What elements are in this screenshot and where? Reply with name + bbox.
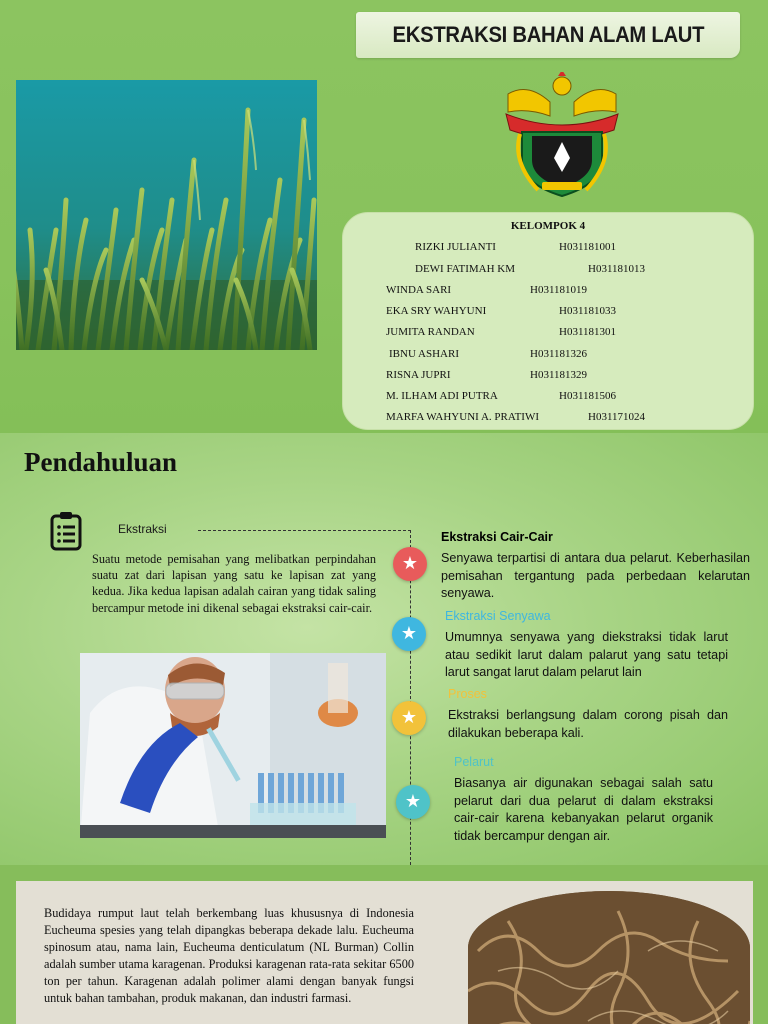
step-title-cair-cair: Ekstraksi Cair-Cair — [441, 530, 553, 544]
page-title: EKSTRAKSI BAHAN ALAM LAUT — [392, 22, 704, 47]
member-id: H031181019 — [530, 284, 588, 296]
member-name: MARFA WAHYUNI A. PRATIWI — [386, 411, 539, 423]
step-title-pelarut: Pelarut — [454, 755, 494, 769]
star-icon: ★ — [393, 547, 427, 581]
member-id: H031181326 — [530, 348, 588, 360]
step-title-senyawa: Ekstraksi Senyawa — [445, 609, 551, 623]
star-icon: ★ — [396, 785, 430, 819]
cover-section — [0, 0, 768, 433]
member-id: H031171024 — [588, 411, 646, 423]
member-id: H031181329 — [530, 369, 588, 381]
group-label: KELOMPOK 4 — [510, 220, 586, 232]
dashed-connector — [198, 530, 411, 531]
dried-seaweed-photo — [468, 891, 750, 1024]
budidaya-paragraph: Budidaya rumput laut telah berkembang luas khususnya di Indonesia Eucheuma spesies yang telah dipangkas beberapa dekade lalu. Eucheuma spinosum atau, nama lain, Eucheuma denticulatum (NL Burman) Collin adalah sumber utama karagenan. Produksi karagenan rata-rata sekitar 6500 ton per tahun. Karagenan adalah polimer alami dengan banyak fungsi untuk bahan tambahan, produk makanan, dan industri farmasi. — [44, 906, 414, 1005]
step-title-proses: Proses — [448, 687, 487, 701]
university-emblem — [498, 72, 626, 200]
star-icon: ★ — [392, 701, 426, 735]
member-name: WINDA SARI — [386, 284, 452, 296]
budidaya-card — [16, 881, 753, 1024]
member-name: RISNA JUPRI — [386, 369, 451, 381]
member-name: RIZKI JULIANTI — [415, 241, 496, 253]
intro-paragraph: Suatu metode pemisahan yang melibatkan perpindahan suatu zat dari lapisan yang satu ke lapisan zat yang kedua. Jika kedua lapisan adalah cairan yang tidak saling bercampur metode ini dikenal sebagai ekstraksi cair-cair. — [92, 552, 376, 615]
member-id: H031181301 — [559, 326, 617, 338]
section-heading: Pendahuluan — [24, 447, 178, 477]
step-body-cair-cair: Senyawa terpartisi di antara dua pelarut. Keberhasilan pemisahan tergantung pada perbedaan kelarutan senyawa. — [441, 551, 750, 600]
title-banner — [356, 12, 740, 58]
member-id: H031181033 — [559, 305, 617, 317]
member-name: JUMITA RANDAN — [386, 326, 475, 338]
member-name: M. ILHAM ADI PUTRA — [386, 390, 498, 402]
member-name: DEWI FATIMAH KM — [415, 263, 516, 275]
star-icon: ★ — [392, 617, 426, 651]
step-body-proses: Ekstraksi berlangsung dalam corong pisah dan dilakukan beberapa kali. — [448, 708, 728, 740]
step-body-pelarut: Biasanya air digunakan sebagai salah satu pelarut dari dua pelarut di dalam ekstraksi cair-cair karena kebanyakan pelarut organik tidak bercampur dengan air. — [454, 776, 713, 843]
member-id: H031181013 — [588, 263, 646, 275]
member-id: H031181506 — [559, 390, 617, 402]
member-id: H031181001 — [559, 241, 617, 253]
ekstraksi-label: Ekstraksi — [118, 522, 167, 536]
member-name: EKA SRY WAHYUNI — [386, 305, 487, 317]
introduction-section — [0, 433, 768, 865]
member-name: IBNU ASHARI — [389, 348, 459, 360]
budidaya-section — [0, 865, 768, 1024]
member-list — [342, 212, 754, 430]
scientist-photo — [80, 653, 386, 838]
seagrass-photo — [16, 80, 317, 350]
clipboard-icon — [50, 511, 82, 551]
step-body-senyawa: Umumnya senyawa yang diekstraksi tidak larut atau sedikit larut dalam palarut yang satu tetapi larut sangat larut dalam pelarut lain — [445, 630, 728, 679]
